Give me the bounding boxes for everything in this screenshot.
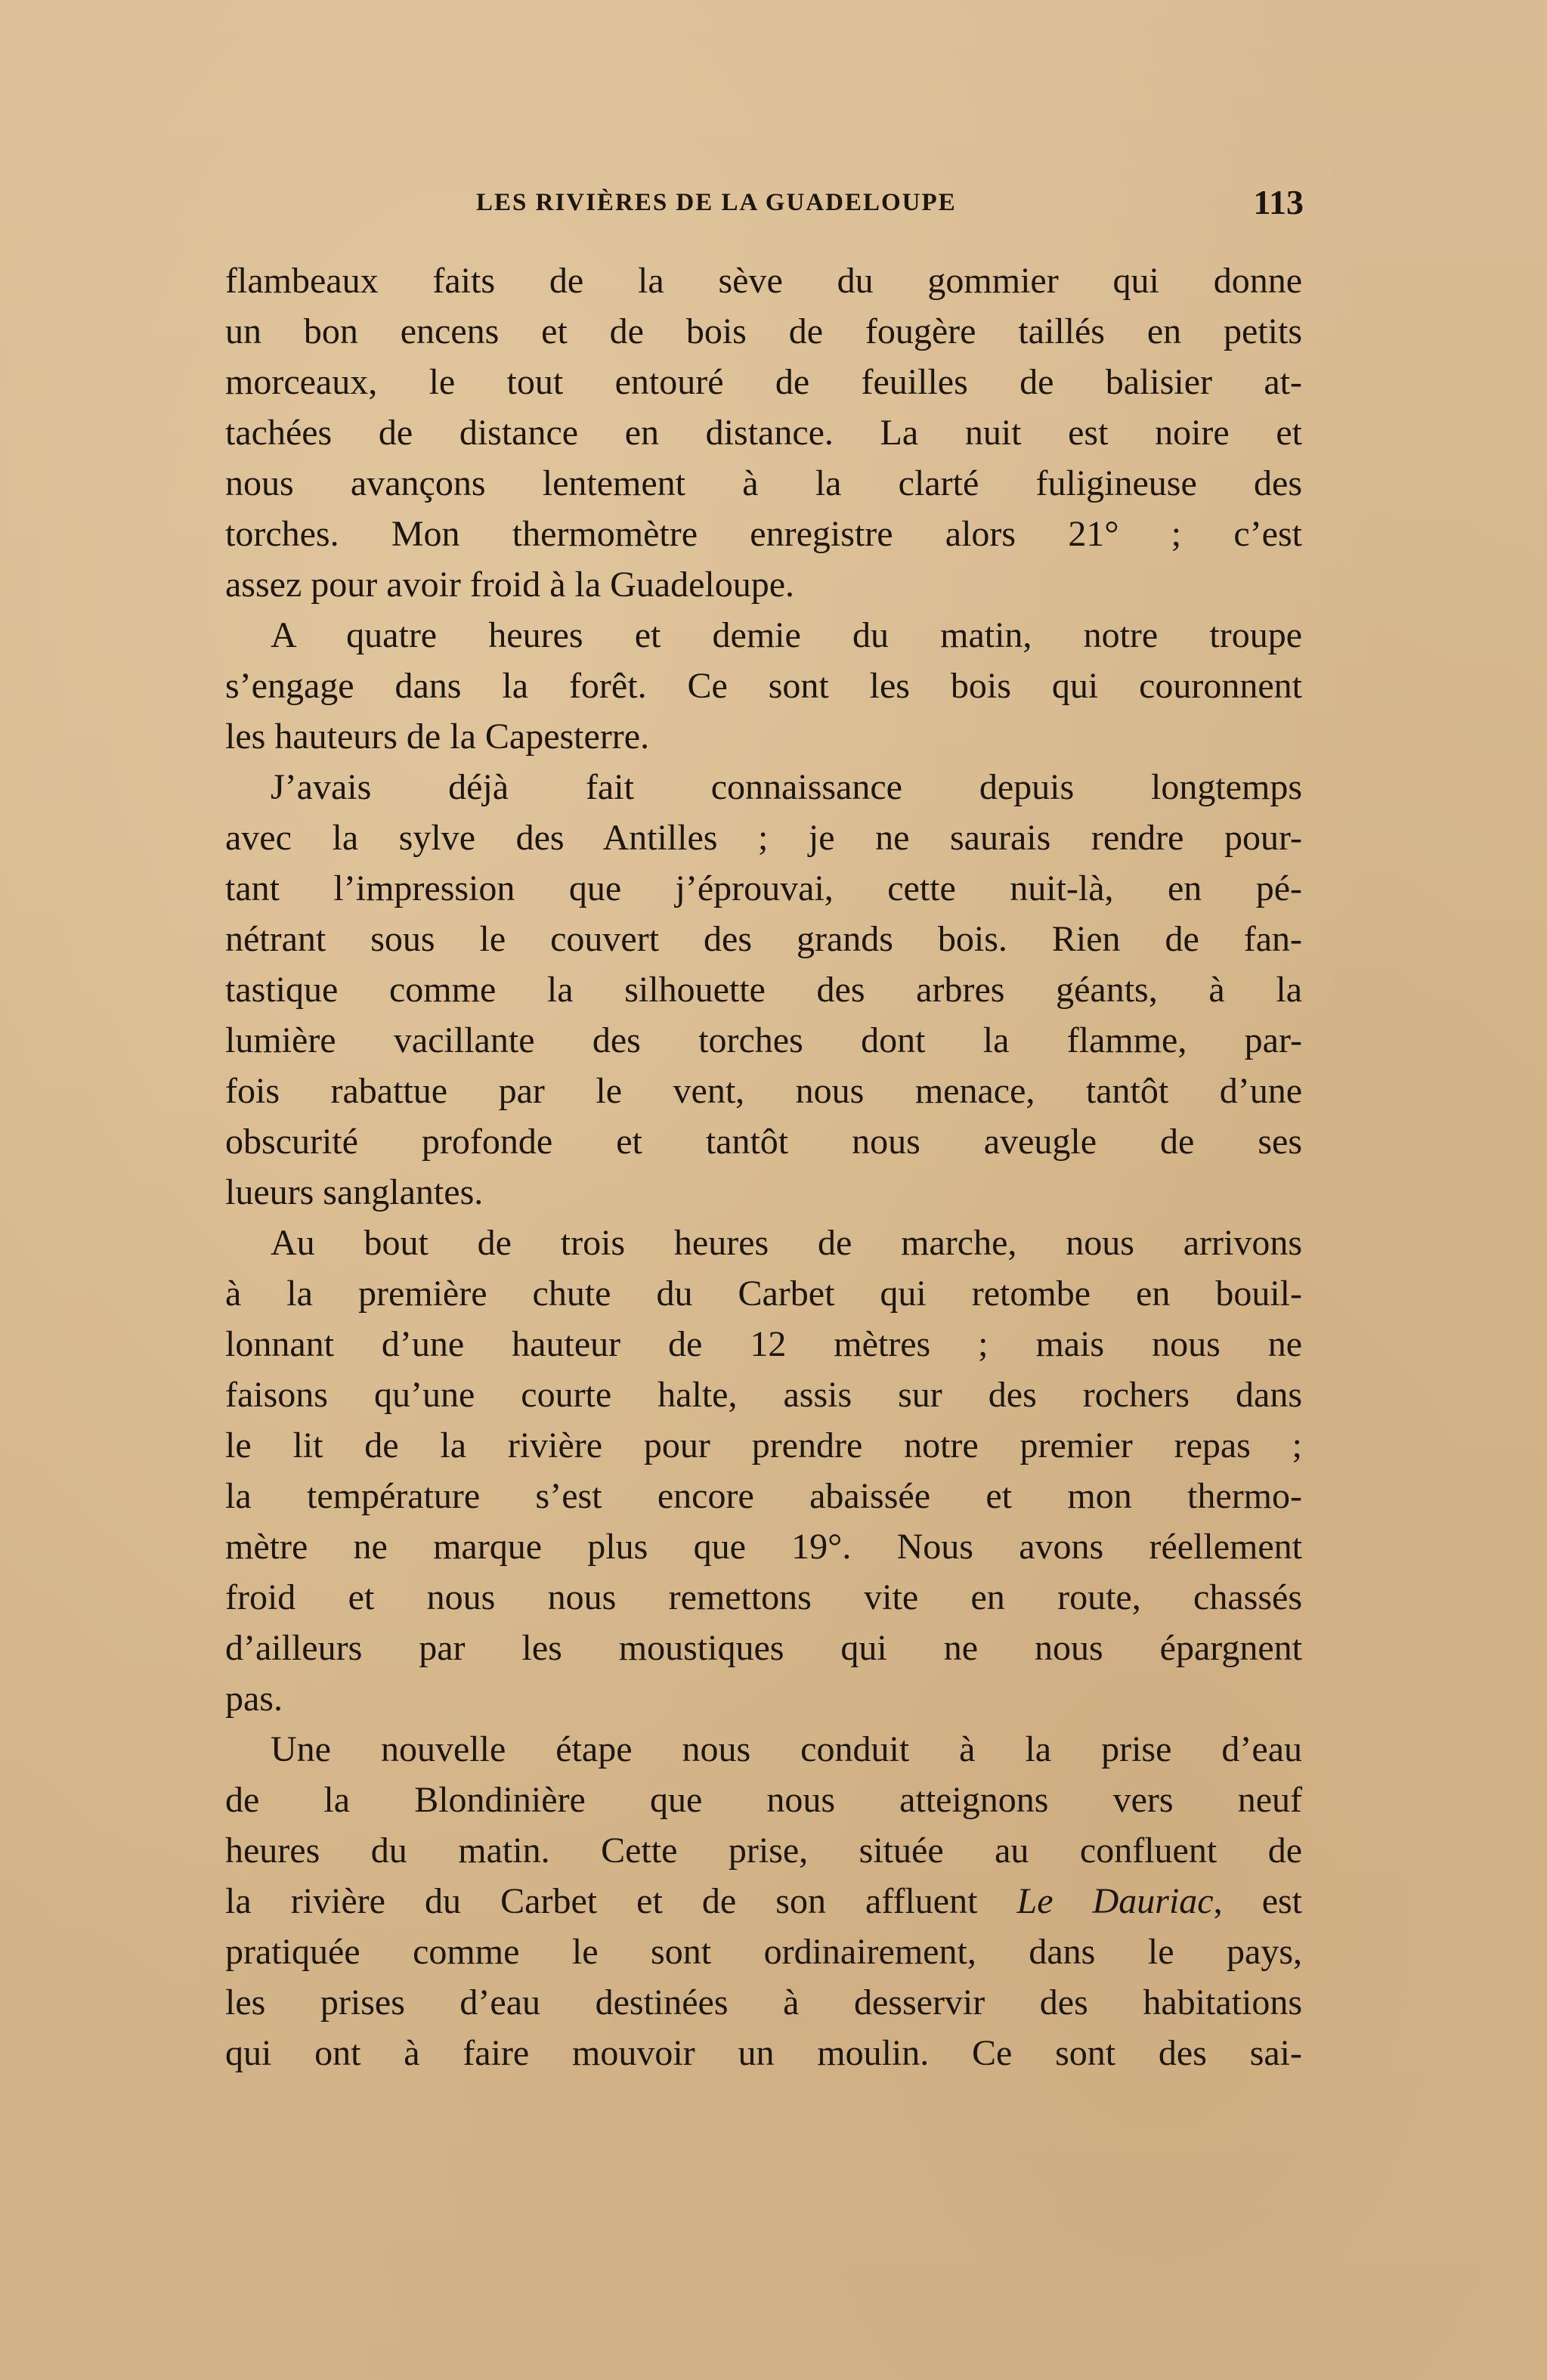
text-segment: , est xyxy=(1213,1881,1303,1921)
text-line: les hauteurs de la Capesterre. xyxy=(225,716,650,757)
text-line: un bon encens et de bois de fougère taillés en petits xyxy=(225,311,1302,351)
text-line: froid et nous nous remettons vite en route, chassés xyxy=(225,1577,1302,1617)
text-line: flambeaux faits de la sève du gommier qui donne xyxy=(225,261,1302,301)
text-line: fois rabattue par le vent, nous menace, tantôt d’une xyxy=(225,1071,1302,1111)
text-line: Une nouvelle étape nous conduit à la prise d’eau xyxy=(271,1729,1302,1769)
text-line: mètre ne marque plus que 19°. Nous avons réellement xyxy=(225,1527,1302,1567)
text-line: assez pour avoir froid à la Guadeloupe. xyxy=(225,565,795,605)
body-text xyxy=(225,255,1302,2078)
text-line: nous avançons lentement à la clarté fuligineuse des xyxy=(225,463,1302,503)
text-line: d’ailleurs par les moustiques qui ne nous épargnent xyxy=(225,1628,1302,1668)
text-line: lumière vacillante des torches dont la flamme, par- xyxy=(225,1020,1302,1060)
text-line: lueurs sanglantes. xyxy=(225,1172,484,1212)
text-line xyxy=(225,1876,1302,1927)
text-line: obscurité profonde et tantôt nous aveugle de ses xyxy=(225,1122,1302,1162)
text-line: Au bout de trois heures de marche, nous arrivons xyxy=(271,1223,1302,1263)
text-line: tant l’impression que j’éprouvai, cette nuit-là, en pé- xyxy=(225,868,1302,908)
text-line: de la Blondinière que nous atteignons vers neuf xyxy=(225,1780,1302,1820)
text-segment: la rivière du Carbet et de son affluent xyxy=(225,1881,1017,1921)
text-line: s’engage dans la forêt. Ce sont les bois qui couronnent xyxy=(225,666,1302,706)
italic-place-name: Le Dauriac xyxy=(1016,1881,1214,1921)
text-line: les prises d’eau destinées à desservir des habitations xyxy=(225,1982,1302,2023)
text-line: pratiquée comme le sont ordinairement, dans le pays, xyxy=(225,1932,1302,1972)
text-line: faisons qu’une courte halte, assis sur des rochers dans xyxy=(225,1375,1302,1415)
text-line: morceaux, le tout entouré de feuilles de balisier at- xyxy=(225,362,1302,402)
text-line: torches. Mon thermomètre enregistre alors 21° ; c’est xyxy=(225,514,1302,554)
text-line: A quatre heures et demie du matin, notre troupe xyxy=(271,615,1302,655)
text-line: qui ont à faire mouvoir un moulin. Ce sont des sai- xyxy=(225,2033,1302,2073)
text-line: tastique comme la silhouette des arbres géants, à la xyxy=(225,970,1302,1010)
text-line: avec la sylve des Antilles ; je ne saurais rendre pour- xyxy=(225,818,1302,858)
text-line: à la première chute du Carbet qui retombe en bouil- xyxy=(225,1274,1302,1314)
text-line: nétrant sous le couvert des grands bois. Rien de fan- xyxy=(225,919,1302,959)
text-line: tachées de distance en distance. La nuit est noire et xyxy=(225,413,1302,453)
text-line: heures du matin. Cette prise, située au confluent de xyxy=(225,1831,1302,1871)
text-line: lonnant d’une hauteur de 12 mètres ; mais nous ne xyxy=(225,1324,1302,1364)
text-line: pas. xyxy=(225,1679,283,1719)
text-line: la température s’est encore abaissée et mon thermo- xyxy=(225,1476,1302,1516)
text-line: J’avais déjà fait connaissance depuis longtemps xyxy=(271,767,1302,807)
page-header xyxy=(227,180,1304,225)
page-number: 113 xyxy=(1253,183,1304,221)
running-title: LES RIVIÈRES DE LA GUADELOUPE xyxy=(476,189,957,216)
text-line: le lit de la rivière pour prendre notre premier repas ; xyxy=(225,1425,1302,1465)
